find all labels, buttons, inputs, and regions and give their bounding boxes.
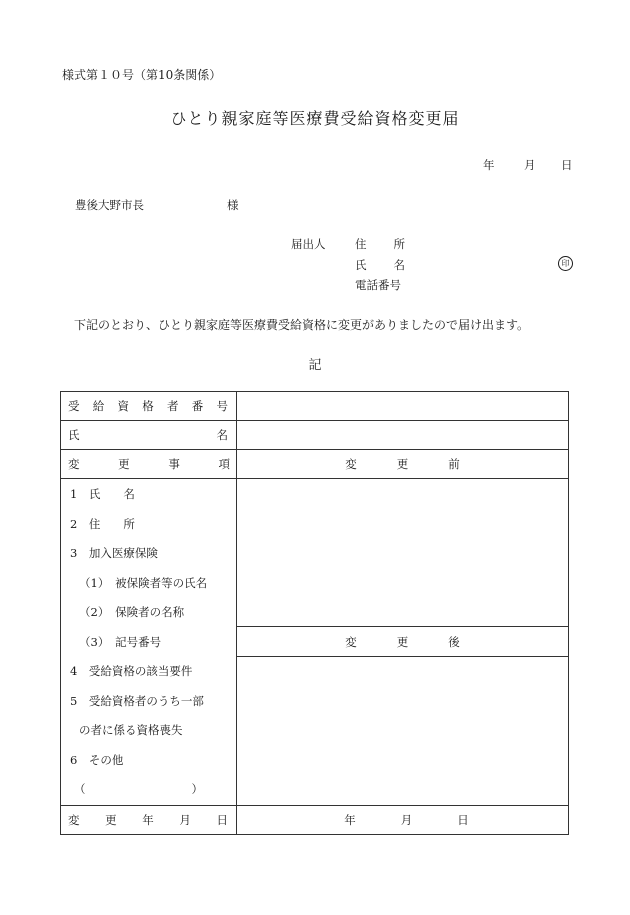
change-item-option[interactable]: 1 氏 名 — [70, 487, 135, 501]
before-change-field[interactable] — [237, 479, 568, 627]
change-items-list — [61, 479, 237, 806]
paren-open: （ — [74, 782, 86, 796]
change-date-char-2: 更 — [105, 813, 117, 827]
change-item-char-3: 事 — [168, 457, 180, 471]
change-item-option[interactable]: 5 受給資格者のうち一部 — [70, 693, 204, 708]
change-item-option[interactable]: （2） 保険者の名称 — [79, 605, 185, 619]
change-item-option[interactable]: 2 住 所 — [70, 516, 135, 531]
statement-text: 下記のとおり、ひとり親家庭等医療費受給資格に変更がありましたので届け出ます。 — [74, 318, 530, 332]
date-char-2: 月 — [400, 813, 413, 827]
before-char-2: 更 — [396, 457, 409, 471]
change-detail-cell — [237, 479, 569, 806]
change-date-label — [61, 806, 237, 835]
name-char-1: 氏 — [355, 258, 367, 272]
addressee: 豊後大野市長 — [75, 198, 144, 212]
change-item-option[interactable]: の者に係る資格喪失 — [79, 723, 183, 737]
change-item-header — [61, 450, 237, 479]
name-char-1: 氏 — [68, 428, 80, 442]
name-char-2: 名 — [216, 428, 228, 442]
change-date-char-4: 月 — [179, 813, 191, 827]
before-char-1: 変 — [345, 457, 357, 471]
change-item-option[interactable]: （1） 被保険者等の氏名 — [79, 575, 208, 590]
recipient-number-field[interactable] — [237, 392, 569, 421]
before-header — [237, 450, 569, 479]
address-label — [355, 236, 405, 252]
recipient-number-char-1: 受 — [68, 399, 80, 413]
change-item-char-2: 更 — [118, 457, 130, 471]
change-item-char-1: 変 — [68, 457, 80, 471]
change-date-char-5: 日 — [216, 813, 228, 827]
recipient-number-char-6: 番 — [191, 399, 204, 413]
change-item-option[interactable]: 4 受給資格の該当要件 — [70, 664, 193, 678]
recipient-number-char-5: 者 — [167, 399, 179, 413]
name-row — [61, 421, 569, 450]
date-month-label: 月 — [524, 158, 536, 172]
after-char-2: 更 — [396, 634, 409, 649]
change-date-field[interactable] — [237, 806, 569, 835]
change-date-char-1: 変 — [68, 813, 80, 827]
other-paren[interactable] — [61, 775, 236, 805]
recipient-number-char-7: 号 — [216, 399, 228, 413]
recipient-number-label — [61, 392, 237, 421]
after-header — [237, 627, 568, 657]
recipient-number-char-4: 格 — [142, 399, 154, 413]
date-char-1: 年 — [344, 813, 356, 827]
address-char-2: 所 — [393, 237, 405, 251]
form-number: 様式第１０号（第10条関係） — [62, 68, 222, 82]
name-char-2: 名 — [393, 258, 405, 272]
filer-label: 届出人 — [291, 237, 326, 251]
change-date-row — [61, 806, 569, 835]
name-row-label — [61, 421, 237, 450]
items-row — [61, 479, 569, 806]
name-field[interactable] — [237, 421, 569, 450]
recipient-number-row — [61, 392, 569, 421]
date-year-label: 年 — [483, 158, 495, 172]
document-title: ひとり親家庭等医療費受給資格変更届 — [170, 109, 460, 128]
header-row — [61, 450, 569, 479]
after-char-1: 変 — [345, 634, 357, 649]
ki-heading: 記 — [308, 358, 322, 373]
name-label — [355, 257, 405, 273]
change-item-char-4: 項 — [218, 457, 230, 471]
change-date-char-3: 年 — [142, 813, 154, 827]
paren-close: ） — [191, 782, 203, 796]
recipient-number-char-2: 給 — [92, 399, 105, 413]
change-form-table — [60, 391, 569, 835]
change-item-option[interactable]: 6 その他 — [70, 752, 124, 767]
address-char-1: 住 — [355, 237, 367, 251]
honorific: 様 — [227, 198, 239, 212]
after-change-field[interactable] — [237, 657, 568, 805]
change-item-option[interactable]: 3 加入医療保険 — [70, 546, 158, 560]
change-item-option[interactable]: （3） 記号番号 — [79, 634, 162, 649]
phone-label: 電話番号 — [355, 278, 401, 292]
date-day-label: 日 — [561, 158, 573, 172]
recipient-number-char-3: 資 — [117, 399, 129, 413]
date-char-3: 日 — [457, 813, 469, 827]
after-char-3: 後 — [448, 634, 460, 649]
seal-mark: 印 — [558, 256, 573, 271]
before-char-3: 前 — [448, 457, 460, 471]
